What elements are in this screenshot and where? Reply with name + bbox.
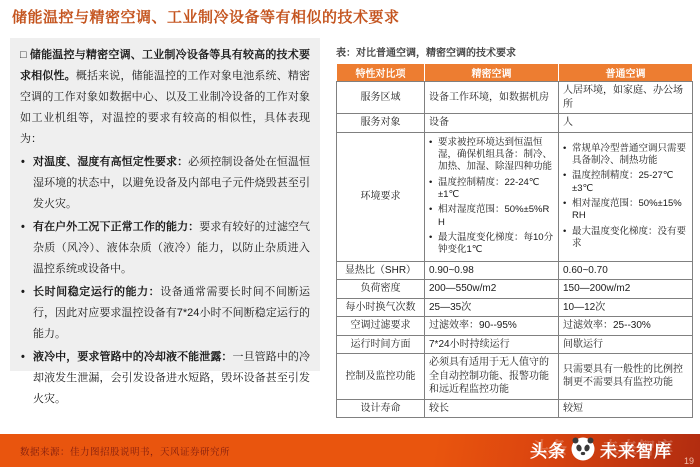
dot-bullet-icon: • <box>21 156 25 168</box>
bullet-lead: 长时间稳定运行的能力： <box>33 286 161 298</box>
page-title: 储能温控与精密空调、工业制冷设备等有相似的技术要求 <box>12 9 400 26</box>
table-cell <box>425 132 559 261</box>
table-row <box>337 132 693 261</box>
dot-bullet-icon: • <box>563 225 567 237</box>
bullet-item: • 最大温度变化梯度：每10分钟变化1℃ <box>429 231 554 256</box>
bullet-item: • 最大温度变化梯度：没有要求 <box>563 225 687 250</box>
dot-bullet-icon: • <box>429 204 433 216</box>
row-label: 服务对象 <box>337 114 425 133</box>
comparison-table <box>336 63 693 418</box>
bullet-text: 必须控制设备处在恒温恒湿环境的状态中，以避免设备及内部电子元件烧毁甚至引发火灾。 <box>33 156 311 210</box>
table-header <box>337 64 693 82</box>
bullet-lead: 对温度、湿度有高恒定性要求： <box>33 156 189 168</box>
table-cell: 设备 <box>425 114 559 133</box>
table-header-cell: 精密空调 <box>425 64 559 82</box>
table-cell: 10—12次 <box>559 298 693 317</box>
table-cell: 设备工作环境，如数据机房 <box>425 82 559 114</box>
square-bullet-icon: □ <box>20 49 27 61</box>
table-row <box>337 114 693 133</box>
table-row <box>337 317 693 336</box>
table-header-cell: 特性对比项 <box>337 64 425 82</box>
table-cell: 0.60~0.70 <box>559 261 693 280</box>
dot-bullet-icon: • <box>563 142 567 154</box>
bullet-item: • 温度控制精度：22-24℃±1℃ <box>429 176 540 200</box>
table-cell: 人居环境，如家庭、办公场所 <box>559 82 693 114</box>
dot-bullet-icon: • <box>21 351 25 363</box>
comparison-section <box>336 44 692 418</box>
bullet-item: • 温度控制精度：25-27℃±3℃ <box>563 170 674 194</box>
bullet-item: • 要求被控环境达到恒温恒湿，确保机组具备：制冷、加热、加湿、除湿四种功能 <box>429 136 553 173</box>
table-cell: 间歇运行 <box>559 335 693 354</box>
table-cell: 人 <box>559 114 693 133</box>
footer-band <box>0 434 700 467</box>
list-item <box>20 152 310 215</box>
watermark-logo <box>530 436 672 462</box>
table-caption: 表：对比普通空调，精密空调的技术要求 <box>336 48 516 59</box>
row-label: 运行时间方面 <box>337 335 425 354</box>
table-cell: 较长 <box>425 399 559 418</box>
dot-bullet-icon: • <box>21 221 25 233</box>
table-row <box>337 335 693 354</box>
table-row <box>337 298 693 317</box>
table-cell: 25—35次 <box>425 298 559 317</box>
table-row <box>337 261 693 280</box>
table-cell: 过滤效率：90--95% <box>425 317 559 336</box>
page-number: 19 <box>683 456 694 466</box>
table-row <box>337 399 693 418</box>
bullet-item: • 相对湿度范围：50%±15%RH <box>563 198 682 222</box>
table-row <box>337 354 693 400</box>
table-cell: 过滤效率：25--30% <box>559 317 693 336</box>
summary-panel <box>10 38 320 405</box>
watermark-right-text: 未来智库 <box>600 441 672 461</box>
dot-bullet-icon: • <box>563 198 567 210</box>
list-item <box>20 347 310 410</box>
bullet-lead: 液冷中，要求管路中的冷却液不能泄露： <box>33 351 233 363</box>
row-label: 每小时换气次数 <box>337 298 425 317</box>
row-label: 空调过滤要求 <box>337 317 425 336</box>
table-cell: 必须具有适用于无人值守的全自动控制功能、报警功能和远近程监控功能 <box>425 354 559 400</box>
list-item <box>20 217 310 280</box>
dot-bullet-icon: • <box>563 170 567 182</box>
table-cell: 只需要具有一般性的比例控制更不需要具有监控功能 <box>559 354 693 400</box>
table-header-cell: 普通空调 <box>559 64 693 82</box>
table-cell: 200—550w/m2 <box>425 280 559 299</box>
dot-bullet-icon: • <box>429 231 433 243</box>
dot-bullet-icon: • <box>429 176 433 188</box>
row-label: 设计寿命 <box>337 399 425 418</box>
dot-bullet-icon: • <box>21 286 25 298</box>
table-cell: 较短 <box>559 399 693 418</box>
list-item <box>20 282 310 345</box>
dot-bullet-icon: • <box>429 136 433 148</box>
intro-paragraph <box>20 45 310 150</box>
table-cell: 7*24小时持续运行 <box>425 335 559 354</box>
panda-logo-icon <box>570 436 596 462</box>
bullet-item: • 相对湿度范围：50%±5%RH <box>429 204 550 228</box>
key-points-list <box>20 152 310 410</box>
bullet-item: • 常规单冷型普通空调只需要具备制冷、制热功能 <box>563 142 687 167</box>
table-cell: 0.90~0.98 <box>425 261 559 280</box>
bullet-text: 设备通常需要长时间不间断运行，因此对应要求温控设备有7*24小时不间断稳定运行的能力。 <box>33 286 311 340</box>
row-label: 环境要求 <box>337 132 425 261</box>
bullet-lead: 有在户外工况下正常工作的能力： <box>33 221 200 233</box>
row-label: 负荷密度 <box>337 280 425 299</box>
bullet-text: 要求有较好的过滤空气杂质（风冷）、液体杂质（液冷）能力，以防止杂质进入温控系统或设备中。 <box>33 221 310 275</box>
intro-rest-text: 概括来说，储能温控的工作对象电池系统、精密空调的工作对象如数据中心、以及工业制冷设备的工作对象如工业机组等，对温控的要求有较高的相似性，具体表现为： <box>20 70 311 145</box>
watermark-left-text: 头条 <box>530 441 566 461</box>
table-cell <box>559 132 693 261</box>
row-label: 显热比（SHR） <box>337 261 425 280</box>
row-label: 服务区域 <box>337 82 425 114</box>
data-source-note: 数据来源：佳力图招股说明书，天风证券研究所 <box>20 447 231 458</box>
bullet-text: 一旦管路中的冷却液发生泄漏，会引发设备进水短路，毁坏设备甚至引发火灾。 <box>33 351 310 405</box>
table-cell: 150—200w/m2 <box>559 280 693 299</box>
intro-bold-text: 储能温控与精密空调、工业制冷设备等具有较高的技术要求相似性。 <box>20 49 310 82</box>
table-row <box>337 280 693 299</box>
row-label: 控制及监控功能 <box>337 354 425 400</box>
table-row <box>337 82 693 114</box>
